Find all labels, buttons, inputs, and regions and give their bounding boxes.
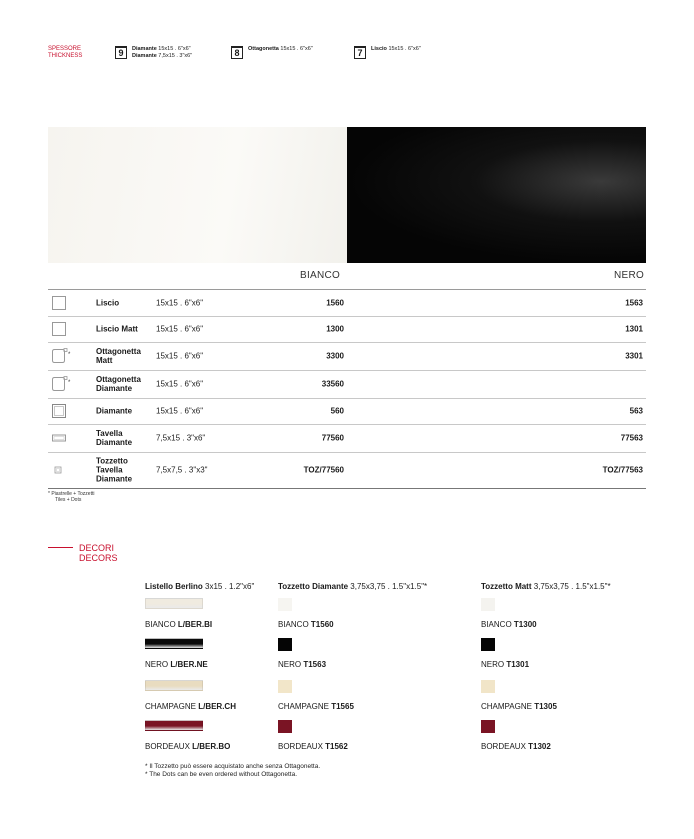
code-nero: 3301 (625, 351, 643, 361)
code-nero: 563 (629, 406, 643, 416)
thickness-name: Ottagonetta (248, 46, 279, 52)
svg-text:*: * (68, 380, 71, 386)
decor-name: Tozzetto Diamante (278, 582, 349, 591)
decor-code: T1562 (325, 742, 348, 751)
decor-color-name: BIANCO (145, 620, 178, 629)
decor-code: T1301 (506, 660, 530, 669)
product-name: Diamante (96, 406, 133, 416)
decor-color-name: BORDEAUX (481, 742, 529, 751)
decor-code: L/BER.CH (198, 702, 236, 711)
decor-size: 3,75x3,75 . 1.5"x1.5"* (531, 582, 611, 591)
decor-code-label (481, 660, 529, 669)
decor-swatch (278, 598, 292, 611)
table-row (48, 452, 646, 488)
decor-swatch (481, 680, 495, 693)
thickness-item-8 (231, 46, 313, 59)
product-name: Tozzetto Tavella Diamante (96, 456, 133, 484)
thickness-name: Diamante (132, 53, 157, 59)
thickness-label (48, 46, 82, 60)
thickness-name: Liscio (371, 46, 387, 52)
code-bianco: 3300 (326, 351, 344, 361)
decori-accent-line (48, 547, 73, 548)
decor-code-label (481, 742, 551, 751)
decor-code: T1300 (513, 620, 537, 629)
decor-column-header (278, 582, 427, 591)
code-bianco: 1560 (326, 298, 344, 308)
product-size: 15x15 . 6"x6" (156, 406, 204, 416)
thickness-size: 7,5x15 . 3"x6" (158, 53, 193, 59)
thickness-7-icon: 7 (354, 46, 366, 59)
decor-code: T1560 (310, 620, 334, 629)
decor-code-label (278, 702, 354, 711)
table-row (48, 342, 646, 370)
code-bianco: 1300 (326, 324, 344, 334)
thickness-9-icon: 9 (115, 46, 127, 59)
decor-name: Listello Berlino (145, 582, 203, 591)
product-name: Liscio Matt (96, 324, 138, 334)
decor-code: L/BER.BI (177, 620, 213, 629)
divider (48, 488, 646, 489)
thickness-label-it: SPESSORE (48, 46, 82, 52)
decor-code: L/BER.BO (192, 742, 231, 751)
decor-swatch (278, 638, 292, 651)
product-size: 15x15 . 6"x6" (156, 351, 204, 361)
decor-size: 3,75x3,75 . 1.5"x1.5"* (348, 582, 428, 591)
product-size: 15x15 . 6"x6" (156, 379, 204, 389)
product-name: Ottagonetta Diamante (96, 375, 141, 393)
table-note (48, 491, 94, 503)
decor-code-label (145, 742, 230, 751)
octagon-tile-icon (51, 376, 73, 394)
decor-swatch (278, 720, 292, 733)
bevel-square-icon (51, 403, 67, 421)
product-name: Ottagonetta Matt (96, 347, 141, 365)
code-nero: 77563 (620, 433, 643, 443)
code-bianco: 77560 (321, 433, 344, 443)
decor-swatch (145, 720, 203, 731)
thickness-label-en: THICKNESS (48, 53, 83, 59)
table-row (48, 424, 646, 452)
decori-title-en: DECORS (79, 553, 118, 563)
decor-name: Tozzetto Matt (481, 582, 532, 591)
thickness-name: Diamante (132, 46, 157, 52)
rect-tile-icon (51, 430, 67, 448)
product-size: 7,5x7,5 . 3"x3" (156, 465, 208, 475)
product-size: 15x15 . 6"x6" (156, 324, 204, 334)
decor-code-label (481, 620, 537, 629)
decor-swatch (278, 680, 292, 693)
decor-code-label (145, 702, 236, 711)
decor-color-name: BORDEAUX (145, 742, 193, 751)
decor-color-name: CHAMPAGNE (145, 702, 199, 711)
table-note-en: Tiles + Dots (55, 497, 82, 503)
decor-code: L/BER.NE (170, 660, 208, 669)
decor-color-name: BIANCO (481, 620, 514, 629)
footnote (145, 763, 320, 779)
footnote-en: * The Dots can be even ordered without Ottagonetta. (145, 771, 298, 778)
thickness-item-9 (115, 46, 192, 60)
table-row (48, 370, 646, 398)
decor-size: 3x15 . 1.2"x6" (202, 582, 255, 591)
decor-code: T1565 (331, 702, 354, 711)
column-header-nero: NERO (614, 270, 645, 281)
decori-title (79, 543, 118, 563)
product-size: 15x15 . 6"x6" (156, 298, 204, 308)
column-header-bianco: BIANCO (300, 270, 341, 281)
decor-swatch (145, 638, 203, 649)
decor-column-header (145, 582, 254, 591)
decor-code: T1302 (528, 742, 551, 751)
decor-swatch (481, 720, 495, 733)
octagon-tile-icon (51, 348, 73, 366)
decor-code: T1305 (534, 702, 557, 711)
decor-swatch (481, 598, 495, 611)
square-tile-icon (51, 295, 67, 313)
small-tile-icon (51, 462, 67, 480)
code-bianco: 33560 (321, 379, 344, 389)
decor-code-label (278, 742, 348, 751)
decor-code-label (145, 660, 208, 669)
decor-column-header (481, 582, 611, 591)
table-row (48, 316, 646, 342)
code-bianco: TOZ/77560 (303, 465, 344, 475)
thickness-size: 15x15 . 6"x6" (388, 46, 421, 52)
code-nero: TOZ/77563 (602, 465, 643, 475)
decori-title-it: DECORI (79, 543, 115, 553)
nero-tile-photo (347, 127, 646, 263)
decor-color-name: NERO (481, 660, 507, 669)
thickness-item-7 (354, 46, 421, 59)
square-tile-icon (51, 321, 67, 339)
decor-code: T1563 (303, 660, 327, 669)
thickness-size: 15x15 . 6"x6" (158, 46, 191, 52)
decor-code-label (481, 702, 557, 711)
footnote-it: * Il Tozzetto può essere acquistato anche senza Ottagonetta. (145, 763, 321, 770)
decor-code-label (145, 620, 212, 629)
svg-text:*: * (68, 352, 71, 358)
decor-color-name: CHAMPAGNE (278, 702, 332, 711)
table-row (48, 290, 646, 316)
product-name: Tavella Diamante (96, 429, 133, 447)
decor-color-name: BORDEAUX (278, 742, 326, 751)
code-nero: 1301 (625, 324, 643, 334)
decor-code-label (278, 660, 326, 669)
thickness-size: 15x15 . 6"x6" (280, 46, 313, 52)
table-note-it: * Piastrelle + Tozzetti (48, 491, 95, 497)
bianco-tile-photo (48, 127, 347, 263)
code-bianco: 560 (330, 406, 344, 416)
product-size: 7,5x15 . 3"x6" (156, 433, 206, 443)
decor-color-name: NERO (145, 660, 171, 669)
decor-color-name: NERO (278, 660, 304, 669)
decor-color-name: CHAMPAGNE (481, 702, 535, 711)
decor-code-label (278, 620, 334, 629)
decor-swatch (145, 680, 203, 691)
table-row (48, 398, 646, 424)
decor-swatch (145, 598, 203, 609)
product-name: Liscio (96, 298, 120, 308)
code-nero: 1563 (625, 298, 643, 308)
decor-color-name: BIANCO (278, 620, 311, 629)
thickness-8-icon: 8 (231, 46, 243, 59)
decor-swatch (481, 638, 495, 651)
